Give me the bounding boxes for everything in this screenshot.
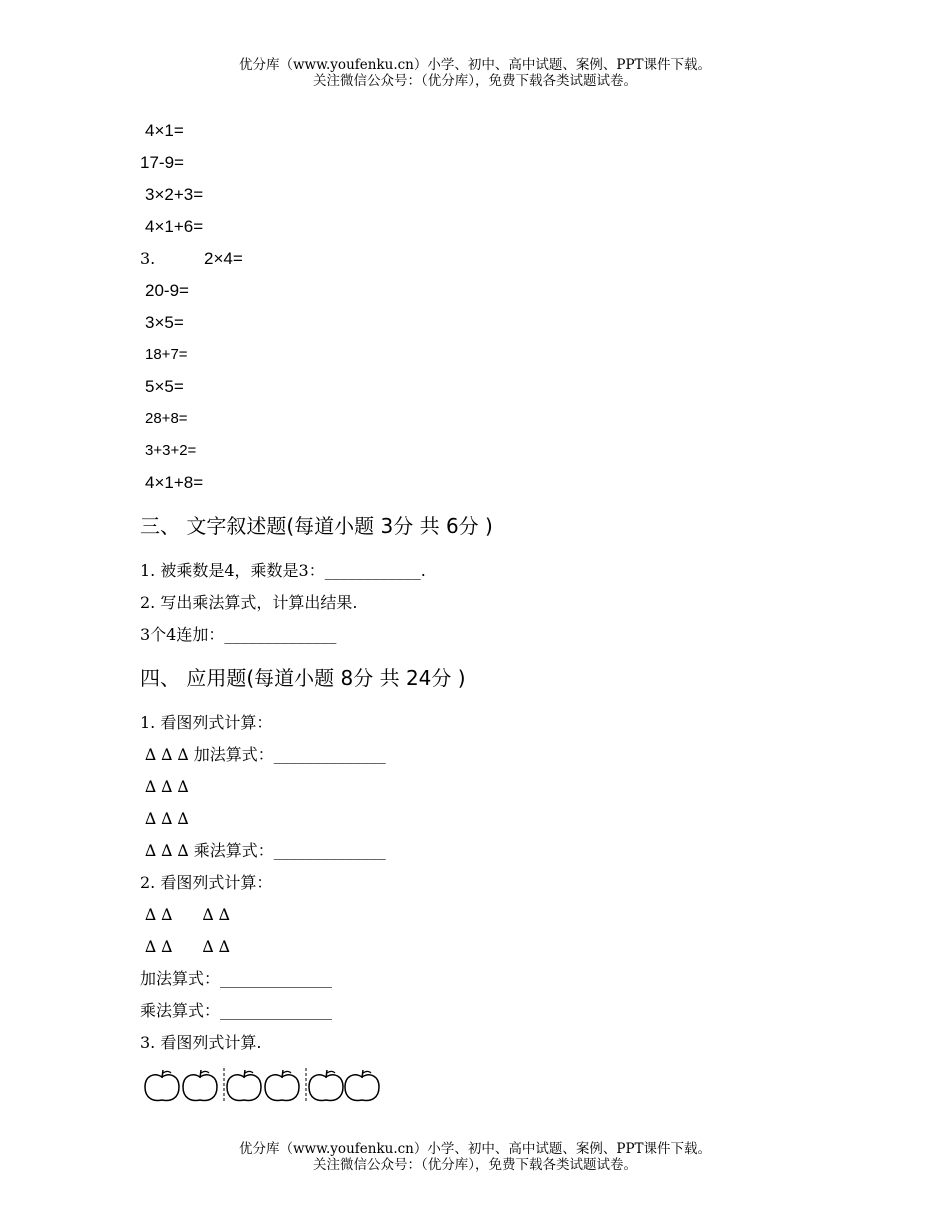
problem-3+3+2: 3+3+2=	[145, 442, 197, 459]
section-3-question-1: 1. 被乘数是4，乘数是3：____________.	[140, 561, 426, 580]
problem-3x5: 3×5=	[145, 313, 184, 332]
section-3-question-2: 2. 写出乘法算式，计算出结果.	[140, 593, 358, 612]
triangle-row-2: ∆ ∆ ∆	[145, 777, 189, 796]
section-3-question-2-answer: 3个4连加：______________	[140, 625, 337, 644]
problem-2x4: 2×4=	[204, 249, 243, 268]
footer-line-1: 优分库（www.youfenku.cn）小学、初中、高中试题、案例、PPT课件下载。	[238, 1141, 712, 1157]
problem-4x1+8: 4×1+8=	[145, 473, 204, 492]
apple-icon	[227, 1070, 261, 1100]
problem-18+7: 18+7=	[145, 346, 188, 363]
triangle-pair-right: ∆ ∆	[202, 937, 230, 956]
header-line-1: 优分库（www.youfenku.cn）小学、初中、高中试题、案例、PPT课件下载。	[238, 57, 712, 73]
header-line-2: 关注微信公众号：（优分库），免费下载各类试题试卷。	[313, 73, 637, 89]
problem-4x1+6: 4×1+6=	[145, 217, 204, 236]
section-4-question-1: 1. 看图列式计算：	[140, 713, 273, 732]
triangle-row-3: ∆ ∆ ∆	[145, 809, 189, 828]
triangle-pair-row-2	[140, 936, 230, 958]
apple-icon	[265, 1070, 299, 1100]
addition-formula-line: 加法算式：______________	[140, 969, 333, 988]
problem-28+8: 28+8=	[145, 410, 188, 427]
section-4-title: 四、 应用题(每道小题 8分 共 24分 )	[140, 666, 466, 690]
apple-icon	[145, 1070, 179, 1100]
apples-illustration	[144, 1066, 384, 1104]
problem-17-9: 17-9=	[140, 153, 184, 172]
apple-icon	[183, 1070, 217, 1100]
question-3-row	[140, 248, 243, 271]
triangle-pair-right: ∆ ∆	[202, 905, 230, 924]
triangle-pair-row-1	[140, 904, 230, 926]
section-4-question-3: 3. 看图列式计算.	[140, 1033, 262, 1052]
section-3-title: 三、 文字叙述题(每道小题 3分 共 6分 )	[140, 514, 493, 538]
apple-icon	[345, 1070, 379, 1100]
problem-5x5: 5×5=	[145, 377, 184, 396]
problem-4x1: 4×1=	[145, 121, 184, 140]
question-number: 3.	[140, 249, 156, 268]
problem-3x2+3: 3×2+3=	[145, 185, 204, 204]
triangle-row-4: ∆ ∆ ∆ 乘法算式：______________	[145, 841, 386, 860]
problem-20-9: 20-9=	[145, 281, 189, 300]
multiplication-formula-line: 乘法算式：______________	[140, 1001, 333, 1020]
page-header	[0, 57, 950, 89]
triangle-row-1: ∆ ∆ ∆ 加法算式：______________	[145, 745, 386, 764]
triangle-pair-left: ∆ ∆	[145, 937, 173, 956]
footer-line-2: 关注微信公众号：（优分库），免费下载各类试题试卷。	[313, 1157, 637, 1173]
page-footer	[0, 1141, 950, 1173]
section-4-question-2: 2. 看图列式计算：	[140, 873, 273, 892]
apple-icon	[309, 1070, 343, 1100]
triangle-pair-left: ∆ ∆	[145, 905, 173, 924]
